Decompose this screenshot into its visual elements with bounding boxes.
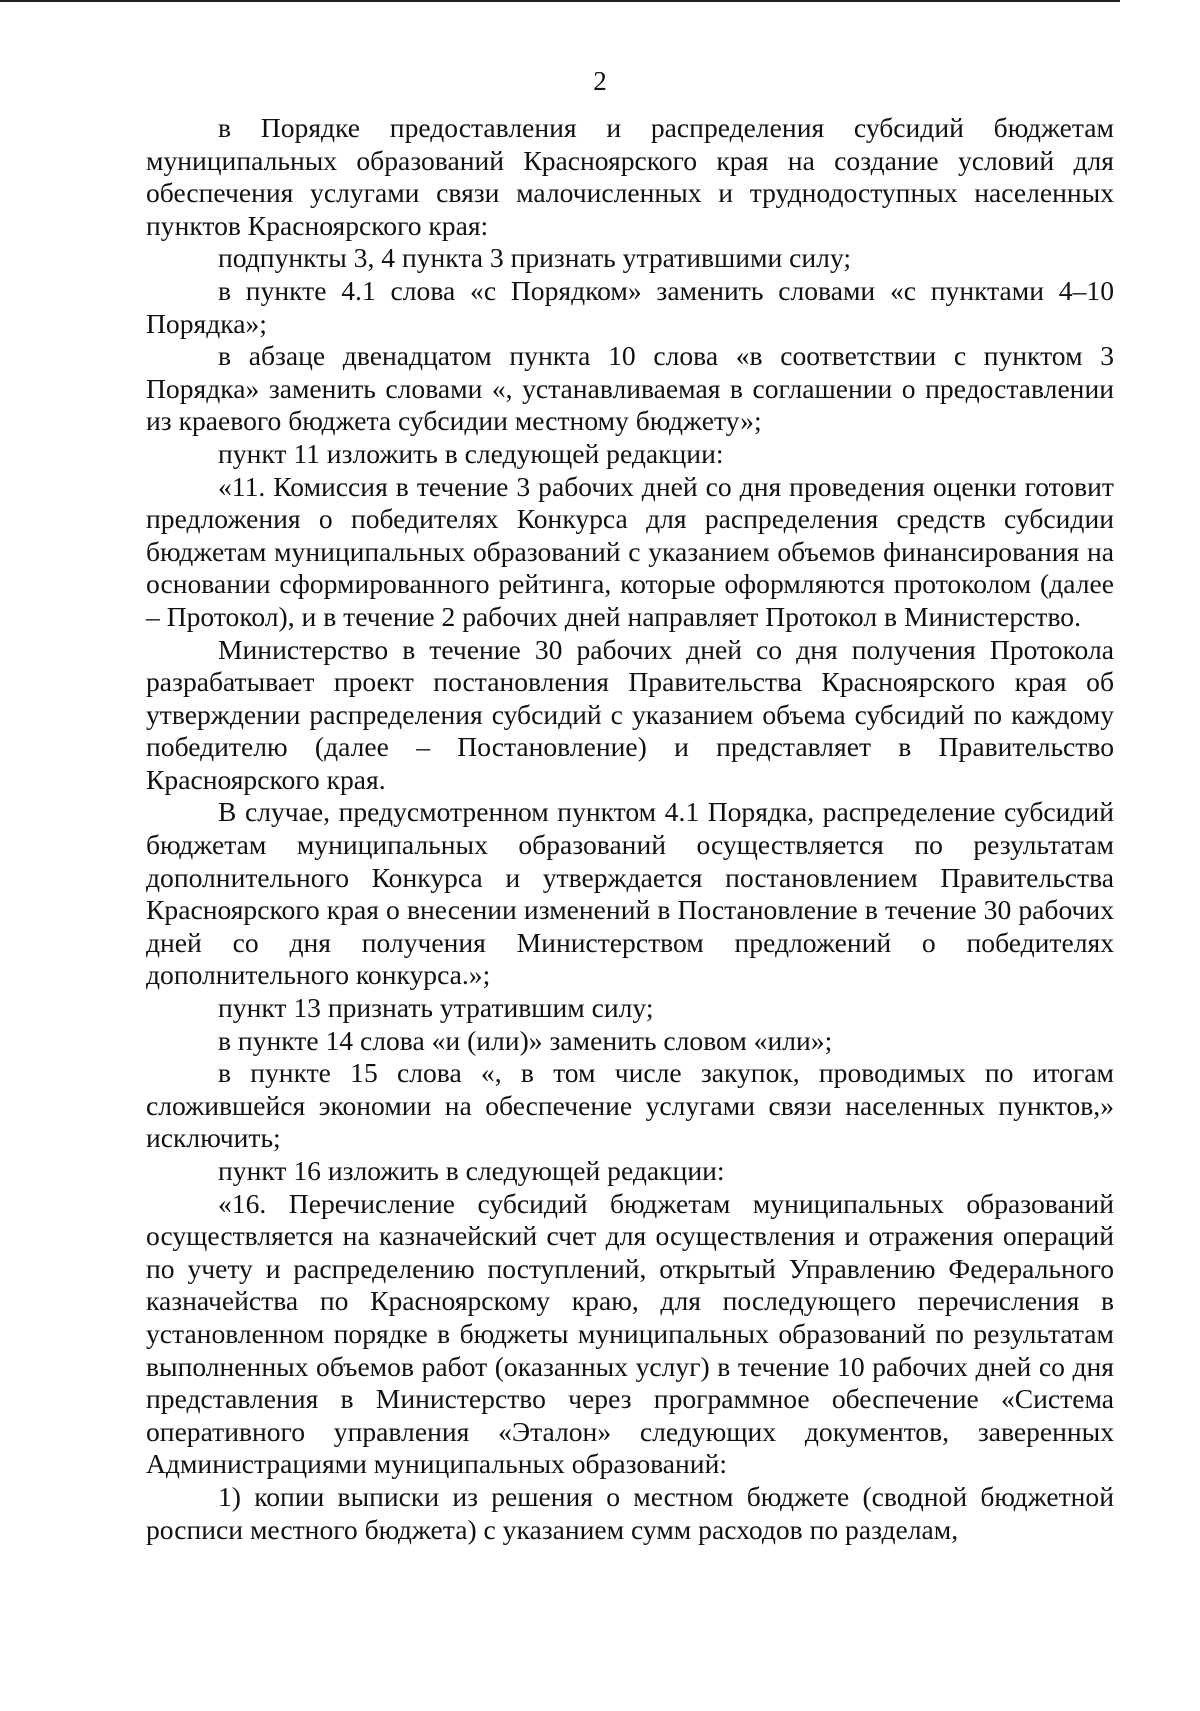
paragraph-point-10: в абзаце двенадцатом пункта 10 слова «в соответствии с пунктом 3 Порядка» заменить словами «, устанавливаемая в соглашении о предоставлении из краевого бюджета субсидии местному бюджету»; <box>146 340 1114 437</box>
page-number: 2 <box>593 66 607 96</box>
page-top-border <box>0 0 1120 2</box>
paragraph-point-11-text: «11. Комиссия в течение 3 рабочих дней со дня проведения оценки готовит предложения о победителях Конкурса для распределения средств субсидии бюджетам муниципальных образований с указанием объемов финансирования на основании сформированного рейтинга, которые оформляются протоколом (далее – Протокол), и в течение 2 рабочих дней направляет Протокол в Министерство. <box>146 470 1114 632</box>
paragraph-point-4-1: в пункте 4.1 слова «с Порядком» заменить словами «с пунктами 4–10 Порядка»; <box>146 274 1114 339</box>
paragraph-point-14: в пункте 14 слова «и (или)» заменить словом «или»; <box>218 1024 833 1056</box>
paragraph-ministry: Министерство в течение 30 рабочих дней со дня получения Протокола разрабатывает проект постановления Правительства Красноярского края об утверждении распределения субсидий с указанием объема субсидий по каждому победителю (далее – Постановление) и представляет в Правительство Красноярского края. <box>146 633 1114 795</box>
paragraph-point-15: в пункте 15 слова «, в том числе закупок, проводимых по итогам сложившейся экономии на обеспечение услугами связи населенных пунктов,» исключить; <box>146 1057 1114 1154</box>
paragraph-point-11-intro: пункт 11 изложить в следующей редакции: <box>218 437 724 469</box>
paragraph-amendment-intro: в Порядке предоставления и распределения субсидий бюджетам муниципальных образований Красноярского края на создание условий для обеспечения услугами связи малочисленных и труднодоступных населенных пунктов Красноярского края: <box>146 112 1114 241</box>
paragraph-subitems-3-4: подпункты 3, 4 пункта 3 признать утратившими силу; <box>218 242 852 274</box>
paragraph-list-item-1: 1) копии выписки из решения о местном бюджете (сводной бюджетной росписи местного бюджета) с указанием сумм расходов по разделам, <box>146 1480 1114 1545</box>
paragraph-case-4-1: В случае, предусмотренном пунктом 4.1 Порядка, распределение субсидий бюджетам муниципальных образований осуществляется по результатам дополнительного Конкурса и утверждается постановлением Правительства Красноярского края о внесении изменений в Постановление в течение 30 рабочих дней со дня получения Министерством предложений о победителях дополнительного конкурса.»; <box>146 796 1114 991</box>
paragraph-point-13: пункт 13 признать утратившим силу; <box>218 992 654 1024</box>
document-body <box>146 112 1114 1546</box>
paragraph-point-16-intro: пункт 16 изложить в следующей редакции: <box>218 1155 725 1186</box>
paragraph-point-16-text: «16. Перечисление субсидий бюджетам муниципальных образований осуществляется на казначейский счет для осуществления и отражения операций по учету и распределению поступлений, открытый Управлению Федерального казначейства по Красноярскому краю, для последующего перечисления в установленном порядке в бюджеты муниципальных образований по результатам выполненных объемов работ (оказанных услуг) в течение 10 рабочих дней со дня представления в Министерство через программное обеспечение «Система оперативного управления «Эталон» следующих документов, заверенных Администрациями муниципальных образований: <box>146 1187 1114 1480</box>
